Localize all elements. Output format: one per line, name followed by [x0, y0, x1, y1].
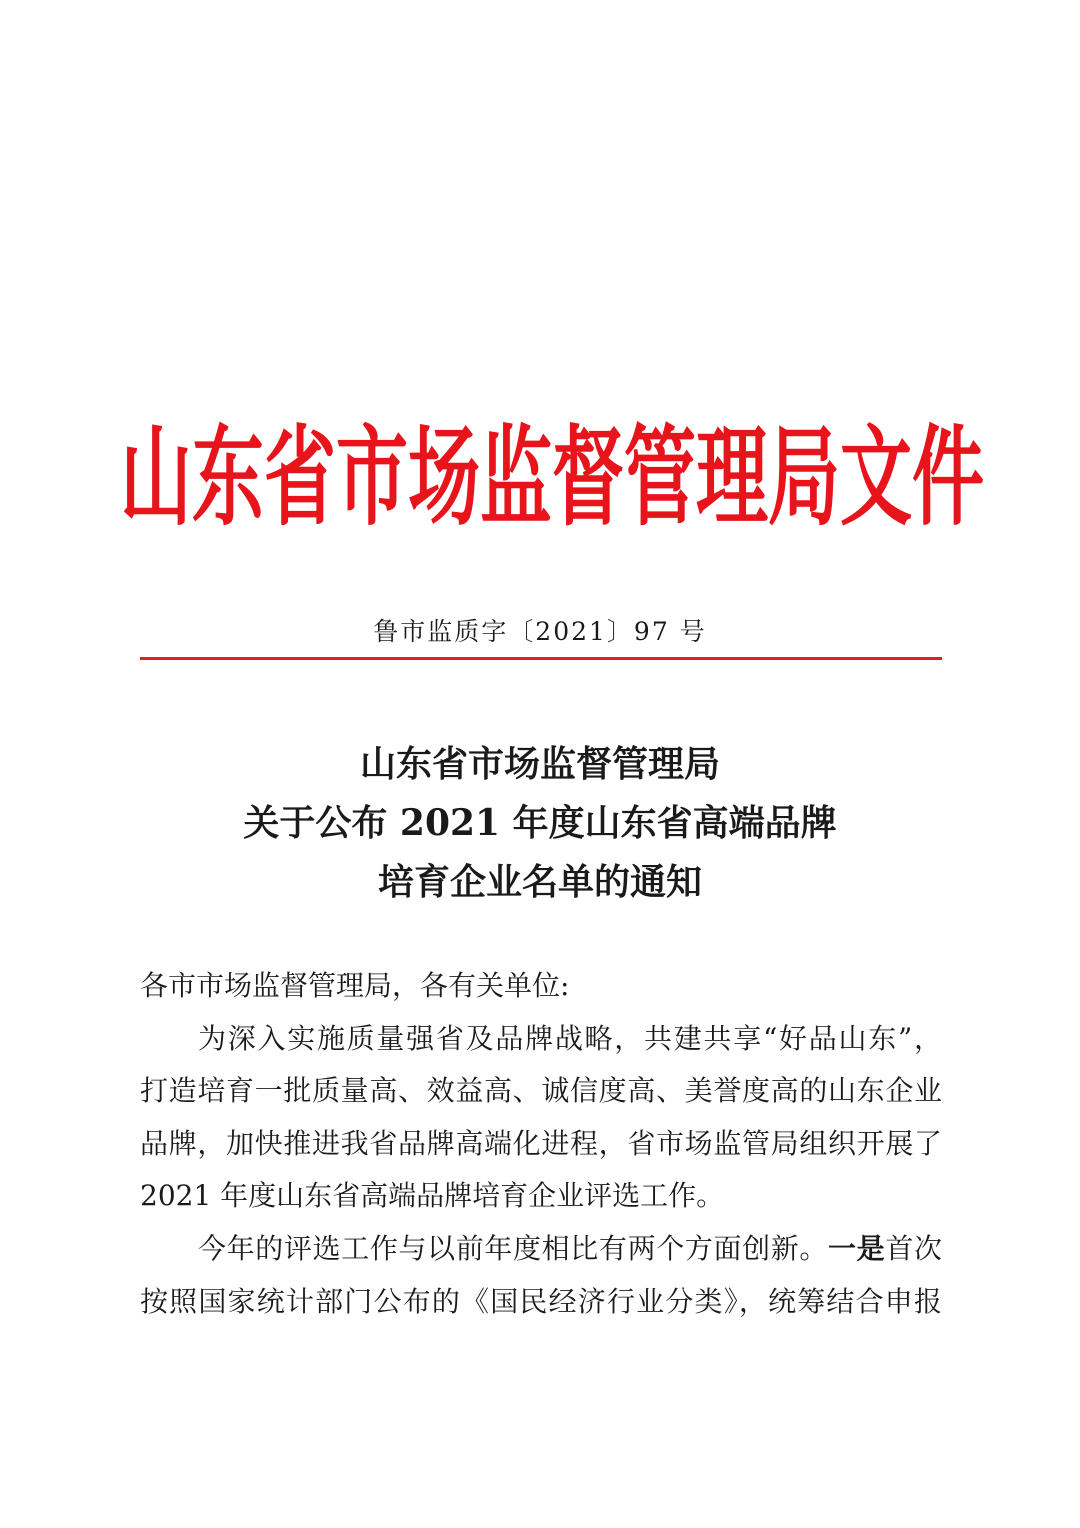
masthead-title: 山东省市场监督管理局文件 [120, 414, 985, 540]
paragraph-1-line-3: 品牌，加快推进我省品牌高端化进程，省市场监管局组织开展了 [140, 1126, 942, 1160]
title-line-1: 山东省市场监督管理局 [359, 743, 720, 785]
paragraph-2-text-a: 今年的评选工作与以前年度相比有两个方面创新。 [198, 1231, 829, 1265]
paragraph-1-line-2: 打造培育一批质量高、效益高、诚信度高、美誉度高的山东企业 [140, 1074, 942, 1108]
notice-title [120, 735, 960, 912]
document-number: 鲁市监质字〔2021〕97 号 [373, 617, 707, 646]
paragraph-1-line-4: 2021 年度山东省高端品牌培育企业评选工作。 [140, 1179, 725, 1213]
notice-body [140, 960, 942, 1328]
paragraph-2-line-1 [140, 1223, 942, 1276]
paragraph-2-text-b: 首次 [885, 1231, 942, 1265]
salutation: 各市市场监督管理局，各有关单位: [140, 969, 570, 1002]
paragraph-1-line-1: 为深入实施质量强省及品牌战略，共建共享“好品山东”， [198, 1021, 942, 1055]
red-divider-line [140, 657, 942, 660]
title-line-3: 培育企业名单的通知 [377, 861, 702, 903]
title-line-2: 关于公布 2021 年度山东省高端品牌 [243, 802, 837, 844]
paragraph-2-line-2: 按照国家统计部门公布的《国民经济行业分类》，统筹结合申报 [140, 1284, 942, 1318]
paragraph-2-bold-marker: 一是 [828, 1231, 886, 1265]
